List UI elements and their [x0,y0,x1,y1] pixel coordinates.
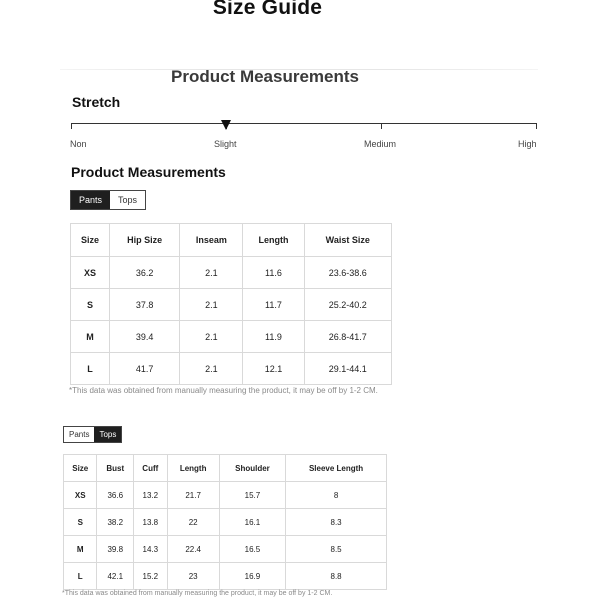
stretch-label-high: High [518,139,537,149]
table-cell: 14.3 [134,536,167,563]
page-title: Size Guide [212,0,323,19]
table-row [64,482,387,509]
table-cell: 23.6-38.6 [304,257,391,289]
table-cell: 11.9 [243,321,304,353]
stretch-label-non: Non [70,139,87,149]
table-cell: 36.6 [97,482,134,509]
table-cell: 2.1 [180,257,243,289]
table-header-row [64,455,387,482]
tab-tops[interactable]: Tops [110,191,145,209]
column-header: Waist Size [304,224,391,257]
column-header: Shoulder [219,455,285,482]
table-cell: M [71,321,110,353]
stretch-label-slight: Slight [214,139,237,149]
section-title: Product Measurements [171,67,359,86]
table-cell: XS [64,482,97,509]
table-cell: 23 [167,563,219,590]
tops-tab-group [63,426,122,443]
table-row [71,321,392,353]
table-cell: 11.7 [243,289,304,321]
column-header: Length [167,455,219,482]
stretch-label-medium: Medium [364,139,397,149]
table-cell: 16.1 [219,509,285,536]
table-cell: S [64,509,97,536]
stretch-scale-line [71,123,537,124]
table-cell: L [71,353,110,385]
column-header: Length [243,224,304,257]
table-header-row [71,224,392,257]
table-cell: M [64,536,97,563]
column-header: Cuff [134,455,167,482]
table-cell: 22.4 [167,536,219,563]
table-cell: 39.8 [97,536,134,563]
column-header: Size [64,455,97,482]
table-cell: 22 [167,509,219,536]
table-cell: 8 [286,482,387,509]
tab-pants[interactable]: Pants [64,427,94,442]
table-cell: 36.2 [109,257,179,289]
table-row [71,257,392,289]
stretch-title: Stretch [72,94,121,110]
stretch-tick-high [536,123,537,129]
tops-measurement-note: *This data was obtained from manually measuring the product, it may be off by 1-2 CM. [62,590,333,597]
table-cell: XS [71,257,110,289]
table-cell: 13.2 [134,482,167,509]
table-cell: 8.3 [286,509,387,536]
table-cell: 16.9 [219,563,285,590]
table-cell: 37.8 [109,289,179,321]
tab-pants[interactable]: Pants [71,191,110,209]
pants-tab-group [70,190,146,210]
stretch-selected-marker [221,120,231,130]
table-cell: 42.1 [97,563,134,590]
table-cell: 8.8 [286,563,387,590]
column-header: Sleeve Length [286,455,387,482]
table-row [64,563,387,590]
pants-measurement-note: *This data was obtained from manually measuring the product, it may be off by 1-2 CM. [69,386,378,395]
table-row [64,509,387,536]
table-cell: 8.5 [286,536,387,563]
table-cell: 11.6 [243,257,304,289]
tops-size-table [63,454,387,590]
table-cell: 15.2 [134,563,167,590]
measurements-title: Product Measurements [71,164,226,180]
table-cell: 21.7 [167,482,219,509]
table-row [71,289,392,321]
table-cell: 29.1-44.1 [304,353,391,385]
tab-tops[interactable]: Tops [94,427,121,442]
table-cell: 2.1 [180,321,243,353]
table-cell: 13.8 [134,509,167,536]
table-cell: 41.7 [109,353,179,385]
table-cell: L [64,563,97,590]
pants-size-table [70,223,392,385]
table-cell: 16.5 [219,536,285,563]
table-cell: 2.1 [180,353,243,385]
table-cell: 38.2 [97,509,134,536]
column-header: Size [71,224,110,257]
table-row [64,536,387,563]
column-header: Bust [97,455,134,482]
table-row [71,353,392,385]
table-cell: S [71,289,110,321]
stretch-tick-non [71,123,72,129]
table-cell: 26.8-41.7 [304,321,391,353]
column-header: Inseam [180,224,243,257]
table-cell: 39.4 [109,321,179,353]
stretch-tick-medium [381,123,382,129]
table-cell: 15.7 [219,482,285,509]
column-header: Hip Size [109,224,179,257]
table-cell: 12.1 [243,353,304,385]
table-cell: 25.2-40.2 [304,289,391,321]
table-cell: 2.1 [180,289,243,321]
